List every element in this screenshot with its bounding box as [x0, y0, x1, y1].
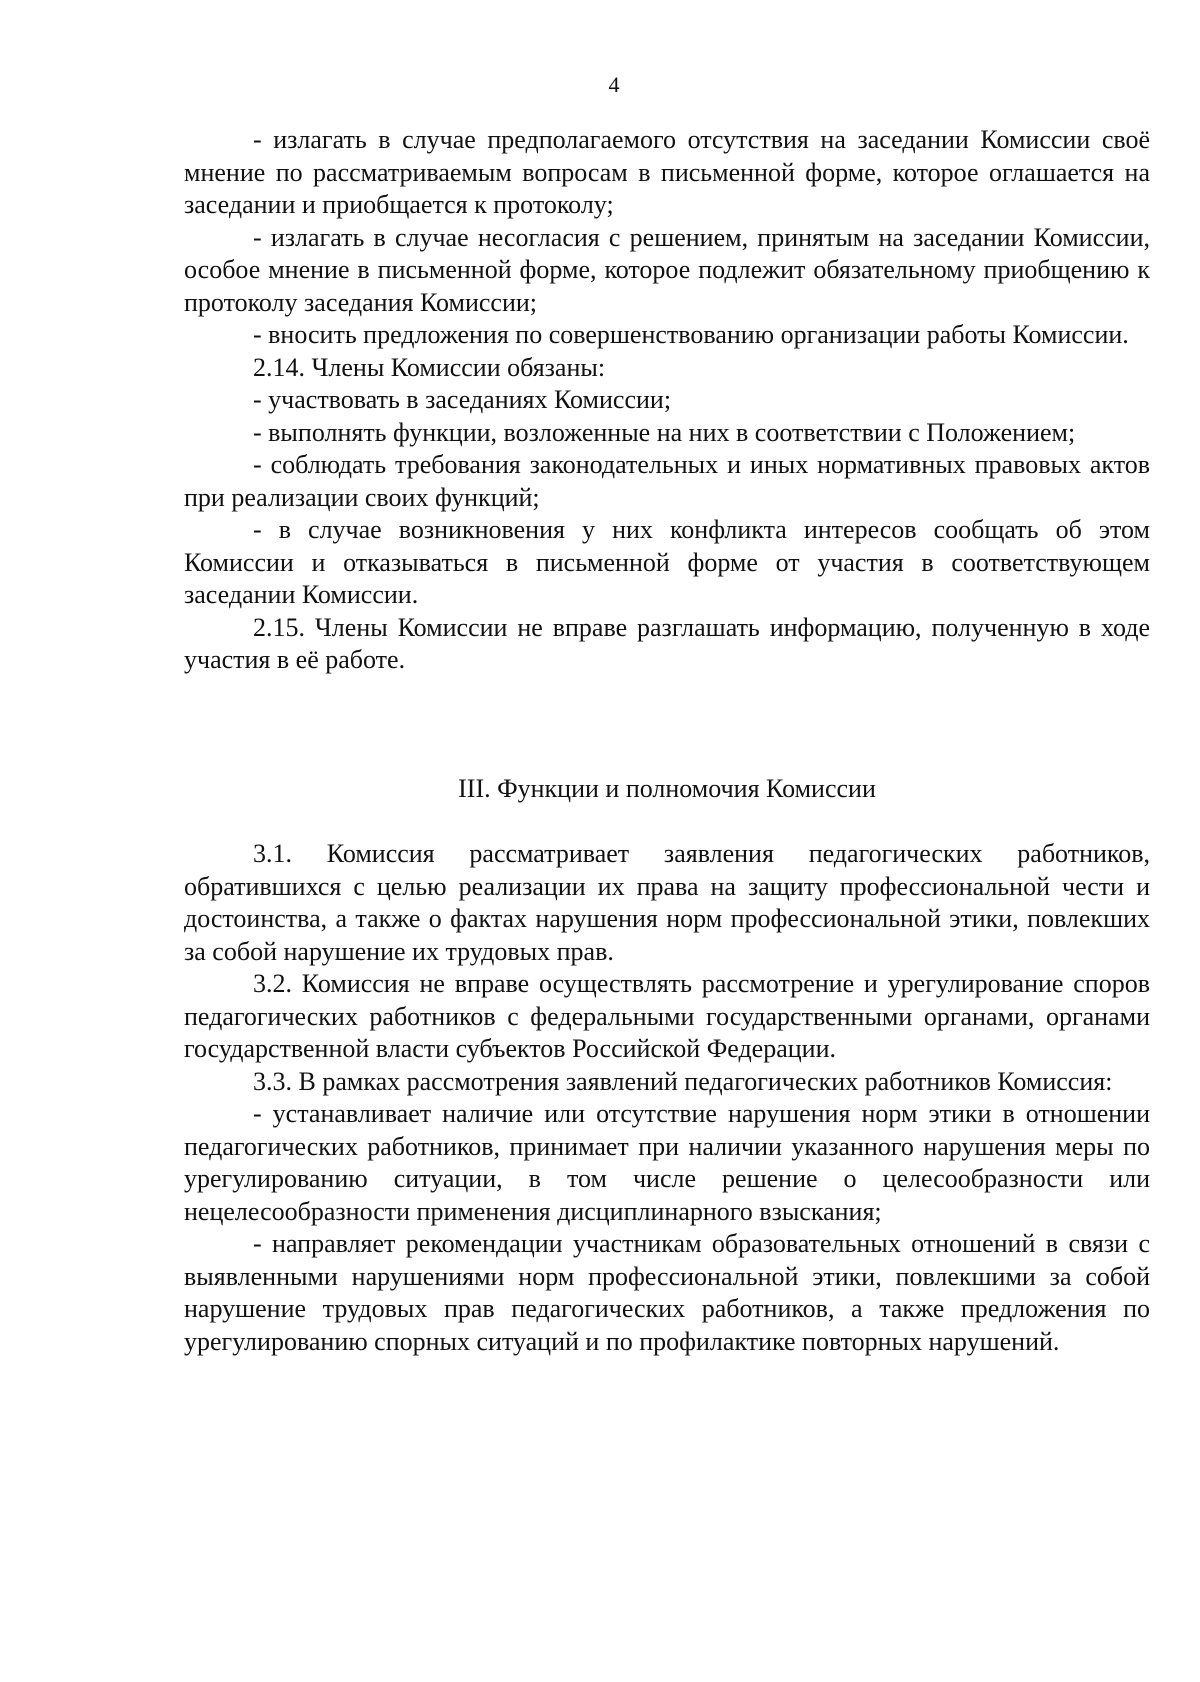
- commission-action-item: - направляет рекомендации участникам образовательных отношений в связи с выявленными нарушениями норм профессиональной этики, повлекшими за собой нарушение трудовых прав педагогических работников, а также предложения по урегулированию спорных ситуаций и по профилактике повторных нарушений.: [184, 1229, 1150, 1356]
- clause-3-2: 3.2. Комиссия не вправе осуществлять рассмотрение и урегулирование споров педагогических работников с федеральными государственными органами, органами государственной власти субъектов Российской Федерации.: [184, 969, 1150, 1063]
- section-3-heading: III. Функции и полномочия Комиссии: [458, 774, 876, 803]
- duty-item: - в случае возникновения у них конфликта интересов сообщать об этом Комиссии и отказываться в письменной форме от участия в соответствующем заседании Комиссии.: [184, 515, 1150, 609]
- duty-item: - участвовать в заседаниях Комиссии;: [253, 385, 672, 414]
- section-2-continuation: [184, 124, 1150, 677]
- page-number: 4: [608, 72, 620, 97]
- clause-2-14-intro: 2.14. Члены Комиссии обязаны:: [253, 352, 606, 382]
- rights-item: - вносить предложения по совершенствованию организации работы Комиссии.: [253, 320, 1129, 349]
- rights-item: - излагать в случае предполагаемого отсутствия на заседании Комиссии своё мнение по рассматриваемым вопросам в письменной форме, которое оглашается на заседании и приобщается к протоколу;: [184, 125, 1150, 219]
- section-3-body: [184, 838, 1150, 1358]
- duty-item: - соблюдать требования законодательных и иных нормативных правовых актов при реализации своих функций;: [184, 450, 1150, 512]
- commission-action-item: - устанавливает наличие или отсутствие нарушения норм этики в отношении педагогических работников, принимает при наличии указанного нарушения меры по урегулированию ситуации, в том числе решение о целесообразности или нецелесообразности применения дисциплинарного взыскания;: [184, 1099, 1150, 1226]
- clause-2-15: 2.15. Члены Комиссии не вправе разглашать информацию, полученную в ходе участия в её работе.: [184, 612, 1150, 674]
- clause-3-3-intro: 3.3. В рамках рассмотрения заявлений педагогических работников Комиссия:: [253, 1066, 1113, 1096]
- clause-3-1: 3.1. Комиссия рассматривает заявления педагогических работников, обратившихся с целью реализации их права на защиту профессиональной чести и достоинства, а также о фактах нарушения норм профессиональной этики, повлекших за собой нарушение их трудовых прав.: [184, 839, 1150, 966]
- rights-item: - излагать в случае несогласия с решением, принятым на заседании Комиссии, особое мнение в письменной форме, которое подлежит обязательному приобщению к протоколу заседания Комиссии;: [184, 222, 1150, 317]
- duty-item: - выполнять функции, возложенные на них в соответствии с Положением;: [253, 417, 1076, 447]
